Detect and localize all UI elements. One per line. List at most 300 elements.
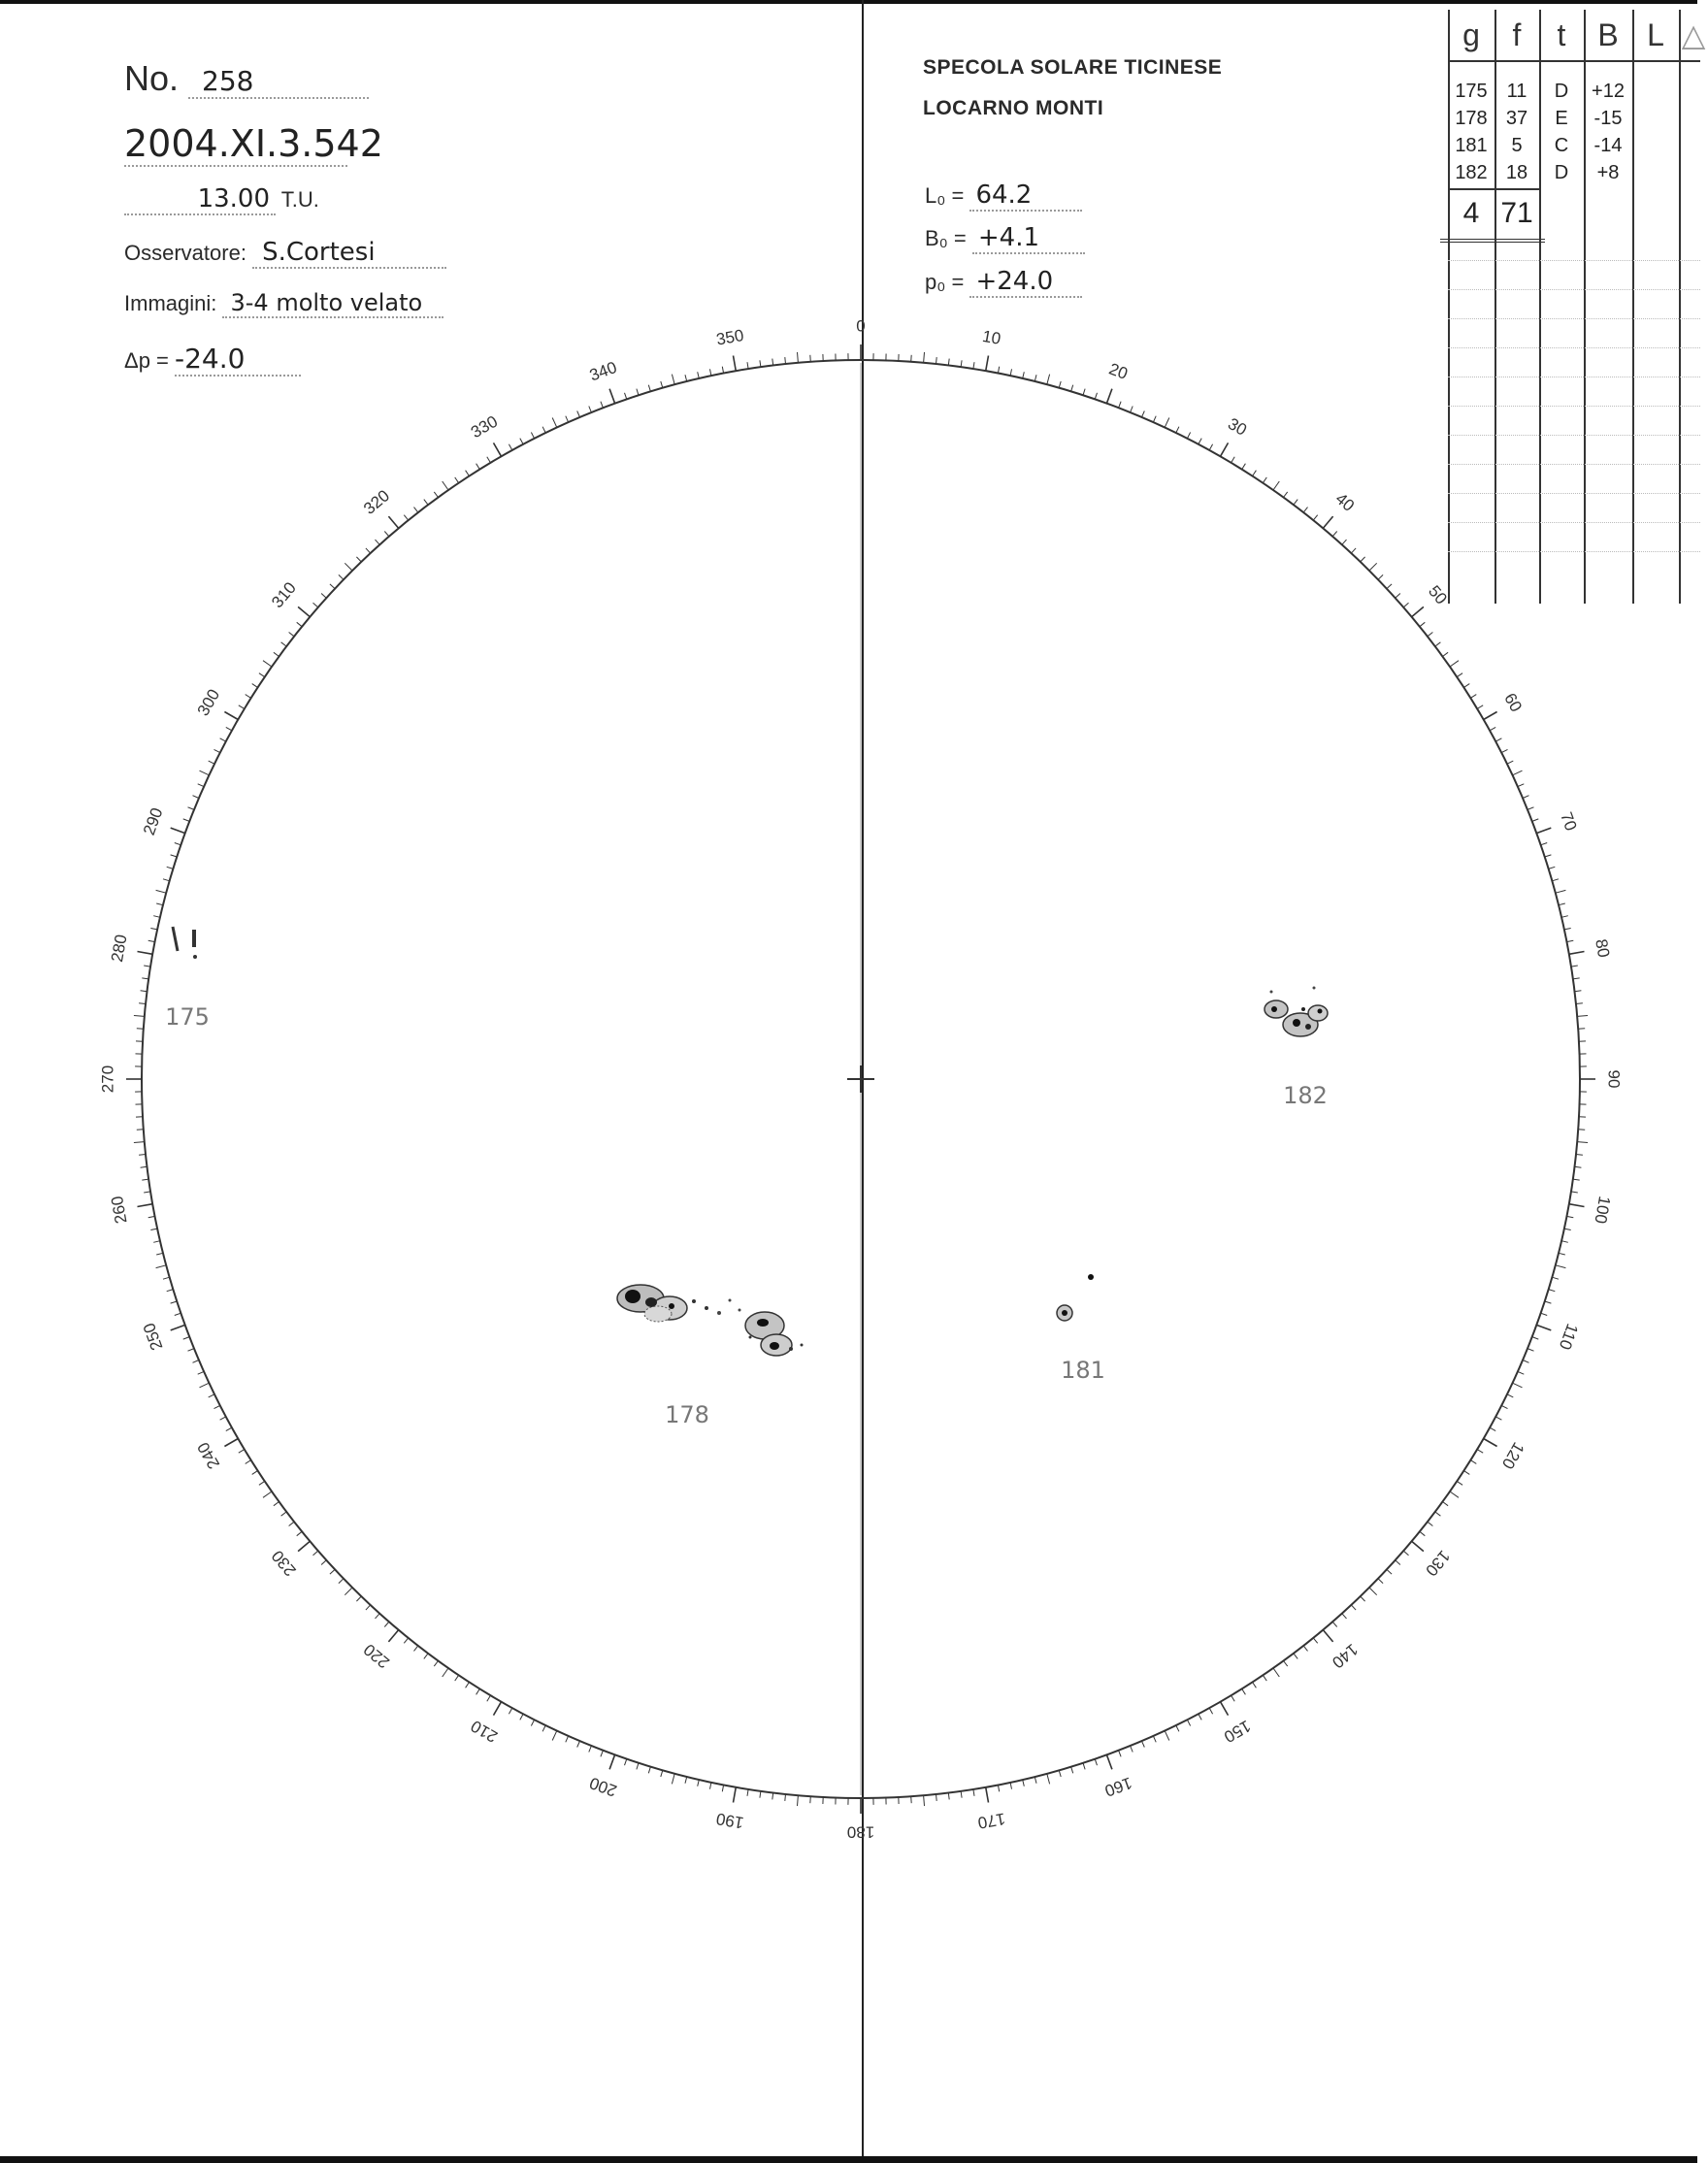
scale-tick [1313,1638,1317,1643]
scale-tick [1023,1780,1025,1786]
scale-tick [1323,1630,1332,1642]
group-label-178: 178 [665,1401,709,1428]
scale-tick [1450,1491,1459,1497]
scale-tick [142,978,148,979]
sunspot-group-178 [617,1285,804,1356]
scale-tick [1457,1481,1462,1485]
scale-label-260: 260 [107,1195,131,1226]
scale-tick [224,1439,238,1447]
scale-tick [1023,372,1025,378]
scale-tick [1071,385,1073,392]
scale-tick [1501,749,1507,752]
scale-label-10: 10 [980,326,1002,348]
images-value: 3-4 molto velato [222,289,443,318]
scale-tick [1464,1471,1470,1475]
scale-tick [200,1383,210,1388]
scale-tick [171,1301,178,1303]
scale-tick [156,903,163,905]
scale-tick [810,1796,811,1803]
scale-tick [1131,1746,1133,1753]
scale-tick [220,1417,226,1420]
scale-tick [1232,457,1235,463]
scale-tick [188,1349,195,1352]
scale-label-210: 210 [467,1716,502,1747]
scale-tick [1083,389,1085,396]
total-groups: 4 [1462,197,1480,229]
scale-tick [1576,1155,1583,1156]
scale-tick [139,1155,146,1156]
row-182-g: 182 [1455,162,1488,183]
scale-tick [137,1130,144,1131]
scale-tick [1396,1560,1400,1565]
scale-tick [1495,1417,1501,1420]
scale-label-350: 350 [714,325,745,349]
scale-tick [1342,1614,1347,1619]
scale-tick [259,1481,265,1485]
scale-tick [414,1646,418,1652]
scale-label-180: 180 [846,1822,875,1842]
scale-tick [443,481,448,490]
scale-tick [289,633,295,637]
scale-tick [1576,1003,1583,1004]
scale-tick [698,1780,700,1786]
scale-tick [1569,952,1585,955]
scale-tick [1095,393,1097,400]
scale-tick [156,1253,163,1255]
scale-tick [134,1142,145,1143]
scale-tick [259,673,265,677]
scale-tick [1071,1767,1073,1774]
scale-tick [214,749,220,752]
scale-tick [810,355,811,362]
scale-tick [171,855,178,857]
scale-label-0: 0 [856,316,866,336]
scale-tick [785,357,786,364]
scale-tick [476,1688,480,1694]
scale-tick [1303,508,1307,513]
scale-tick [148,940,155,941]
row-178-f: 37 [1505,108,1528,129]
scale-tick [263,661,272,667]
images-label: Immagini: [124,291,217,315]
scale-tick [339,574,344,579]
scale-tick [1119,1751,1122,1757]
scale-tick [1435,1512,1441,1516]
scale-tick [1484,1439,1497,1447]
scale-tick [1552,879,1559,881]
scale-tick [1047,1774,1050,1785]
scale-tick [1361,1596,1365,1601]
scale-tick [1569,1204,1585,1207]
scale-tick [487,457,491,463]
scale-tick [153,1241,160,1243]
scale-tick [589,407,592,413]
scale-tick [246,1460,251,1464]
scale-tick [144,966,150,967]
scale-tick [1221,442,1229,456]
scale-tick [609,389,615,404]
scale-tick [167,867,174,868]
scale-tick [404,515,408,520]
scale-tick [1131,407,1133,413]
scale-tick [948,359,949,366]
scale-tick [1059,1770,1061,1777]
B0-value: +4.1 [972,223,1085,254]
scale-tick [424,1654,428,1659]
scale-tick [1559,903,1565,905]
time-unit-label: T.U. [280,187,319,212]
scale-tick [1119,402,1122,409]
scale-label-20: 20 [1106,359,1131,383]
scale-tick [188,807,195,810]
scale-tick [281,642,287,646]
scale-tick [1323,516,1332,528]
header-f: f [1512,17,1522,52]
scale-tick [1142,411,1145,417]
scale-tick [1284,492,1288,498]
scale-tick [924,352,925,363]
scale-tick [520,1714,523,1720]
scale-tick [134,1016,145,1017]
scale-tick [487,1695,491,1701]
scale-tick [1541,843,1548,845]
scale-tick [722,367,723,374]
scale-tick [1518,784,1524,787]
observatory-location: LOCARNO MONTI [923,97,1104,119]
scale-tick [1501,1405,1507,1408]
scale-tick [637,1763,639,1770]
scale-tick [1396,594,1400,599]
scale-tick [648,1767,650,1774]
scale-tick [986,356,989,372]
scale-tick [685,1777,687,1784]
group-label-181: 181 [1061,1357,1105,1384]
scale-tick [239,1450,245,1454]
scale-label-250: 250 [139,1320,167,1354]
scale-tick [321,1560,326,1565]
scale-tick [1165,418,1169,428]
L0-value: 64.2 [969,180,1082,212]
scale-tick [531,1720,534,1725]
scale-tick [1566,940,1573,941]
scale-tick [1470,1460,1476,1464]
scale-tick [520,439,523,444]
header-B: B [1597,17,1619,52]
scale-tick [289,1522,295,1525]
scale-label-290: 290 [139,804,167,838]
scale-tick [1571,1192,1578,1193]
scale-tick [252,1471,258,1475]
scale-tick [366,548,371,553]
scale-tick [163,1277,170,1279]
scale-tick [1573,978,1580,979]
scale-tick [648,385,650,392]
scale-tick [1387,584,1392,589]
scale-tick [297,622,302,626]
scale-tick [1490,727,1495,730]
row-175-g: 175 [1455,81,1488,102]
scale-tick [1477,705,1483,709]
scale-tick [1273,481,1279,490]
scale-label-70: 70 [1557,809,1581,834]
scale-tick [1566,1216,1573,1217]
scale-tick [376,540,380,544]
observer-label: Osservatore: [124,241,246,265]
scale-tick [252,684,258,688]
scale-tick [141,991,148,992]
scale-tick [1387,1569,1392,1574]
scale-tick [625,1759,627,1766]
scale-tick [1450,661,1459,667]
scale-tick [924,1795,925,1806]
scale-tick [1571,966,1578,967]
scale-label-330: 330 [467,411,502,442]
scale-tick [226,727,232,730]
scale-tick [734,356,737,372]
scale-tick [1545,855,1552,857]
scale-tick [281,1512,287,1516]
scale-tick [494,442,502,456]
scale-tick [1561,916,1568,918]
row-181-B: -14 [1593,135,1623,156]
scale-tick [601,402,604,409]
scale-tick [1577,1142,1588,1143]
scale-tick [911,355,912,362]
scale-tick [734,1787,737,1803]
scale-tick [1527,807,1534,810]
scale-tick [973,362,974,369]
row-178-g: 178 [1455,108,1488,129]
scale-tick [1176,427,1179,433]
scale-label-340: 340 [586,357,620,385]
scale-tick [685,375,687,381]
scale-tick [156,1265,167,1268]
scale-tick [1209,444,1212,450]
scale-tick [609,1754,615,1769]
scale-tick [366,1605,371,1610]
observer-value: S.Cortesi [252,238,446,269]
scale-tick [1420,1531,1425,1535]
scale-tick [274,1502,279,1506]
scale-tick [171,1325,185,1330]
scale-tick [710,369,711,376]
scale-tick [388,1630,398,1642]
scale-tick [509,444,511,450]
scale-tick [577,411,580,417]
scale-tick [1294,1654,1297,1659]
scale-label-40: 40 [1331,489,1359,515]
scale-tick [356,557,361,562]
scale-tick [552,418,557,428]
scale-tick [760,1791,761,1798]
scale-tick [414,508,418,513]
scale-tick [153,916,160,918]
scale-tick [1284,1661,1288,1667]
scale-tick [224,712,238,720]
scale-tick [542,427,545,433]
p0-value: +24.0 [969,267,1082,298]
scale-tick [1464,684,1470,688]
observation-time-value: 13.00 [124,184,276,215]
scale-tick [672,1774,674,1785]
scale-tick [1253,471,1257,476]
scale-tick [1536,1325,1551,1330]
scale-tick [175,1313,181,1315]
scale-tick [455,477,459,483]
scale-tick [443,1668,448,1677]
scale-tick [625,393,627,400]
scale-tick [193,1360,199,1363]
scale-tick [672,375,674,385]
scale-label-280: 280 [107,933,131,964]
sunspot-group-175 [173,927,197,959]
scale-tick [948,1793,949,1800]
scale-tick [1549,1290,1556,1292]
scale-tick [141,1166,148,1167]
scale-tick [466,471,470,476]
row-182-B: +8 [1596,162,1620,183]
scale-tick [661,381,663,388]
scale-tick [1187,1720,1190,1725]
scale-tick [1221,1702,1229,1716]
scale-tick [936,357,937,364]
scale-tick [1532,1337,1539,1340]
scale-tick [1428,633,1433,637]
scale-tick [1187,433,1190,439]
scale-label-60: 60 [1500,690,1527,715]
scale-tick [1351,1605,1356,1610]
scale-tick [434,492,438,498]
scale-tick [698,372,700,378]
scale-tick [747,362,748,369]
row-175-B: +12 [1592,81,1625,102]
scale-tick [1153,416,1156,422]
scale-tick [476,464,480,470]
scale-label-100: 100 [1591,1195,1615,1226]
scale-tick [1513,770,1523,775]
scale-tick [1010,1783,1011,1789]
scale-tick [193,796,199,799]
scale-label-220: 220 [360,1640,394,1672]
scale-tick [1232,1695,1235,1701]
scale-tick [552,1731,557,1741]
scale-tick [1549,867,1556,868]
scale-tick [466,1683,470,1688]
scale-tick [298,606,310,616]
scale-tick [388,516,398,528]
scale-tick [1378,574,1383,579]
scale-tick [198,784,204,787]
scale-tick [220,738,226,741]
scale-label-130: 130 [1422,1546,1454,1580]
scale-tick [171,828,185,834]
disk-center-cross [847,1065,874,1093]
scale-tick [1378,1579,1383,1584]
scale-tick [760,360,761,367]
scale-tick [1263,477,1266,483]
delta-p-value: -24.0 [175,343,301,377]
record-number-label: No. [124,58,180,98]
scale-tick [148,1216,155,1217]
scale-tick [1035,1777,1036,1784]
scale-tick [1532,819,1539,822]
scale-tick [1242,1688,1246,1694]
scale-tick [1435,642,1441,646]
scale-tick [986,1787,989,1803]
scale-tick [1176,1725,1179,1731]
scale-label-140: 140 [1328,1640,1362,1672]
scale-tick [321,594,326,599]
scale-label-30: 30 [1225,413,1250,440]
scale-tick [1420,622,1425,626]
scale-tick [209,1394,214,1397]
group-label-175: 175 [165,1003,210,1031]
scale-tick [1263,1675,1266,1681]
scale-tick [1199,439,1201,444]
scale-tick [1369,1588,1377,1595]
scale-tick [1575,1166,1582,1167]
scale-label-80: 80 [1592,937,1614,960]
scale-tick [1342,540,1347,544]
delta-p-label: Δp = [124,348,169,373]
scale-tick [137,1029,144,1030]
scale-tick [1106,1754,1112,1769]
scale-tick [1495,738,1501,741]
scale-tick [1507,761,1513,764]
scale-tick [961,360,962,367]
scale-tick [404,1638,408,1643]
scale-tick [330,1569,335,1574]
scale-tick [1035,375,1036,381]
scale-tick [274,652,279,656]
scale-tick [1313,515,1317,520]
total-spots: 71 [1500,197,1533,229]
row-182-t: D [1554,162,1569,183]
scale-tick [1578,1130,1585,1131]
scale-tick [1083,1763,1085,1770]
scale-label-270: 270 [98,1065,117,1094]
scale-tick [1443,652,1449,656]
scale-label-90: 90 [1604,1069,1624,1089]
scale-tick [183,819,190,822]
scale-tick [1369,563,1377,571]
scale-tick [1552,1277,1559,1279]
scale-tick [1457,673,1462,677]
scale-tick [798,1795,799,1806]
row-175-t: D [1554,81,1569,102]
scale-tick [298,1541,310,1551]
scale-tick [330,584,335,589]
scale-tick [1142,1741,1145,1747]
scale-tick [1518,1371,1524,1374]
scale-tick [509,1708,511,1714]
scale-tick [601,1751,604,1757]
scale-label-240: 240 [193,1438,224,1473]
scale-label-160: 160 [1101,1773,1135,1801]
L0-label: L₀ = [925,183,965,208]
scale-tick [376,1614,380,1619]
scale-tick [936,1794,937,1801]
scale-tick [722,1785,723,1791]
scale-tick [1294,500,1297,506]
scale-tick [246,695,251,699]
scale-tick [263,1491,272,1497]
scale-tick [356,1596,361,1601]
scale-tick [1556,890,1566,893]
scale-tick [1209,1708,1212,1714]
scale-tick [1545,1301,1552,1303]
scale-tick [200,770,210,775]
